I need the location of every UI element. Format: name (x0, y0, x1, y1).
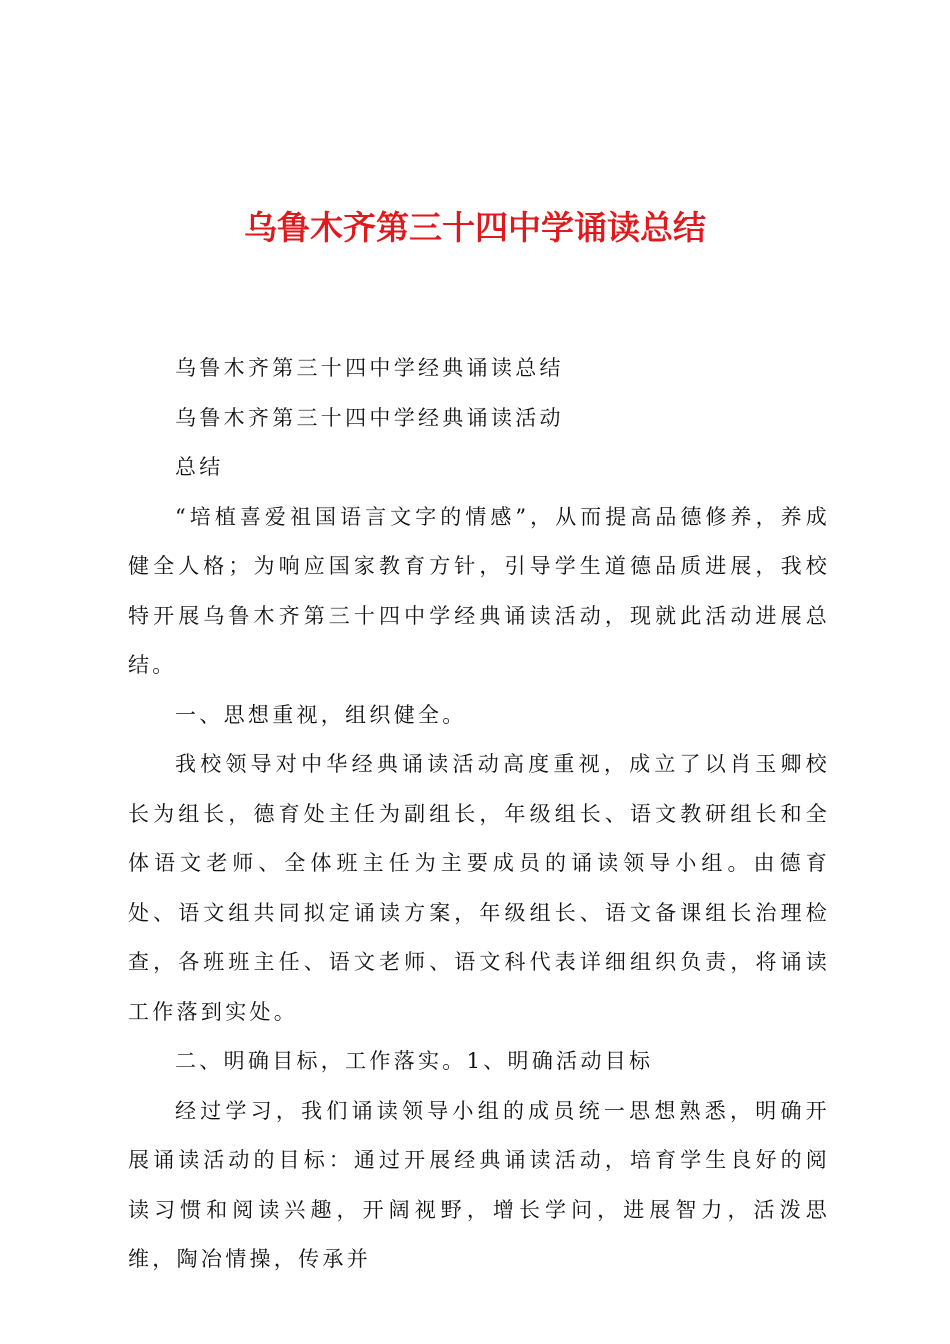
paragraph-activity-heading: 乌鲁木齐第三十四中学经典诵读活动 (175, 405, 564, 430)
section-heading-two: 二、明确目标，工作落实。1、明确活动目标 (175, 1049, 654, 1073)
paragraph-summary-label: 总结 (175, 455, 224, 479)
paragraph-organization: 我校领导对中华经典诵读活动高度重视，成立了以肖玉卿校长为组长，德育处主任为副组长，年级组长、语文教研组长和全体语文老师、全体班主任为主要成员的诵读领导小组。由德育处、语文组共同拟定诵读方案，年级组长、语文备课组长治理检查，各班班主任、语文老师、语文科代表详细组织负责，将诵读工作落到实处。 (128, 752, 830, 1024)
paragraph-goals: 经过学习，我们诵读领导小组的成员统一思想熟悉，明确开展诵读活动的目标：通过开展经典诵读活动，培育学生良好的阅读习惯和阅读兴趣，开阔视野，增长学问，进展智力，活泼思维，陶冶情操，传承并 (128, 1098, 830, 1271)
document-title: 乌鲁木齐第三十四中学诵读总结 (244, 208, 706, 247)
paragraph-introduction: “培植喜爱祖国语言文字的情感”，从而提高品德修养，养成健全人格；为响应国家教育方针，引导学生道德品质进展，我校特开展乌鲁木齐第三十四中学经典诵读活动，现就此活动进展总结。 (128, 504, 830, 677)
paragraph-subtitle: 乌鲁木齐第三十四中学经典诵读总结 (175, 356, 564, 380)
document-body (128, 344, 830, 1285)
section-heading-one: 一、思想重视，组织健全。 (175, 702, 467, 727)
